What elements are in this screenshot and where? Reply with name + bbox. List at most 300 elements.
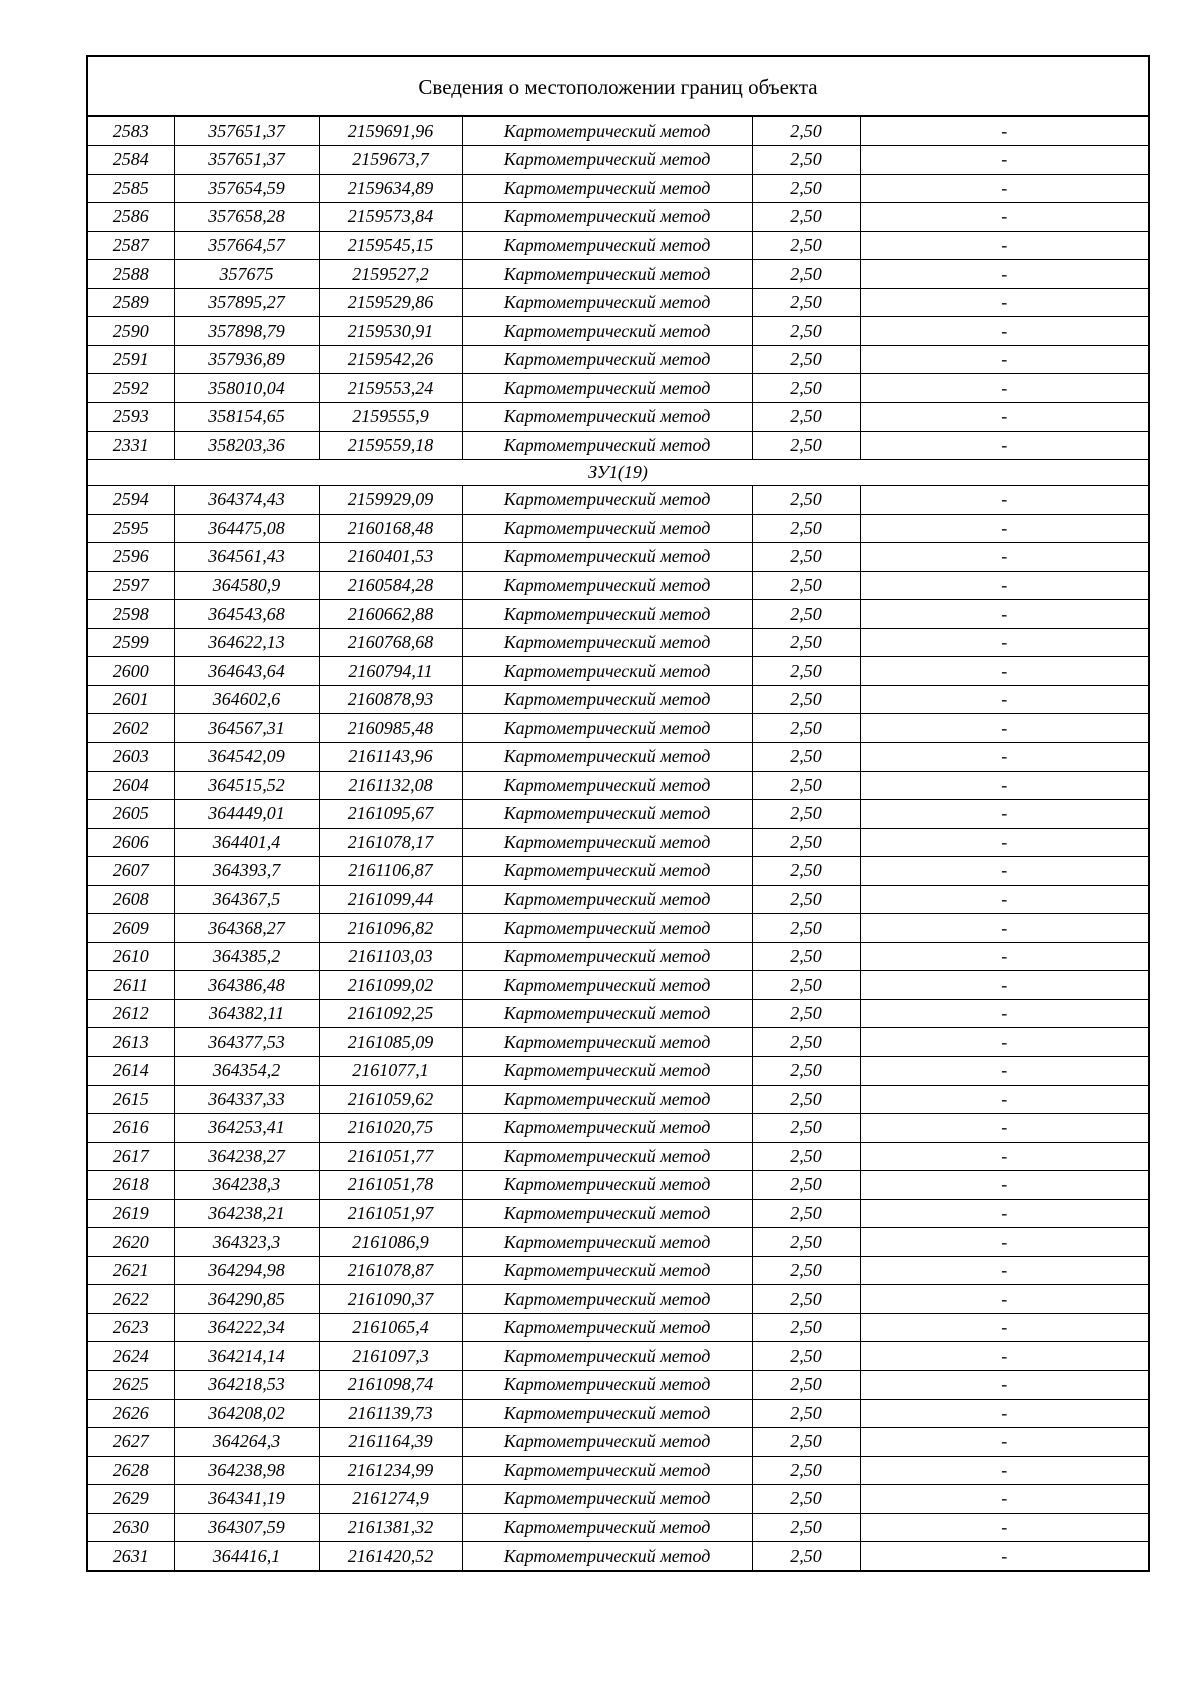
cell-coord-x: 357898,79: [174, 317, 319, 346]
cell-description: -: [860, 374, 1148, 403]
cell-point-number: 2600: [88, 657, 174, 686]
cell-description: -: [860, 1085, 1148, 1114]
cell-description: -: [860, 657, 1148, 686]
cell-accuracy: 2,50: [752, 600, 860, 629]
cell-accuracy: 2,50: [752, 288, 860, 317]
cell-coord-x: 357675: [174, 260, 319, 289]
cell-method: Картометрический метод: [462, 600, 752, 629]
cell-method: Картометрический метод: [462, 486, 752, 515]
cell-accuracy: 2,50: [752, 914, 860, 943]
cell-accuracy: 2,50: [752, 317, 860, 346]
cell-method: Картометрический метод: [462, 942, 752, 971]
table-row: [88, 174, 1148, 203]
cell-method: Картометрический метод: [462, 174, 752, 203]
cell-coord-x: 364290,85: [174, 1285, 319, 1314]
cell-point-number: 2626: [88, 1399, 174, 1428]
cell-accuracy: 2,50: [752, 657, 860, 686]
cell-point-number: 2627: [88, 1428, 174, 1457]
cell-accuracy: 2,50: [752, 345, 860, 374]
cell-description: -: [860, 146, 1148, 175]
cell-method: Картометрический метод: [462, 742, 752, 771]
cell-accuracy: 2,50: [752, 174, 860, 203]
cell-coord-y: 2160985,48: [319, 714, 462, 743]
table-row: [88, 1171, 1148, 1200]
cell-point-number: 2613: [88, 1028, 174, 1057]
cell-coord-y: 2161092,25: [319, 999, 462, 1028]
cell-point-number: 2599: [88, 628, 174, 657]
cell-accuracy: 2,50: [752, 1342, 860, 1371]
cell-accuracy: 2,50: [752, 146, 860, 175]
cell-point-number: 2630: [88, 1513, 174, 1542]
table-row: [88, 1485, 1148, 1514]
cell-accuracy: 2,50: [752, 1399, 860, 1428]
table-row: [88, 800, 1148, 829]
cell-point-number: 2614: [88, 1057, 174, 1086]
coordinates-table-body: [88, 117, 1148, 1570]
cell-coord-y: 2159573,84: [319, 203, 462, 232]
cell-coord-x: 364337,33: [174, 1085, 319, 1114]
cell-accuracy: 2,50: [752, 628, 860, 657]
cell-description: -: [860, 345, 1148, 374]
cell-point-number: 2584: [88, 146, 174, 175]
cell-point-number: 2622: [88, 1285, 174, 1314]
cell-coord-x: 358010,04: [174, 374, 319, 403]
cell-coord-y: 2161086,9: [319, 1228, 462, 1257]
table-row: [88, 1513, 1148, 1542]
cell-method: Картометрический метод: [462, 117, 752, 146]
cell-method: Картометрический метод: [462, 1285, 752, 1314]
cell-coord-y: 2161274,9: [319, 1485, 462, 1514]
cell-coord-x: 364341,19: [174, 1485, 319, 1514]
cell-coord-y: 2161095,67: [319, 800, 462, 829]
cell-method: Картометрический метод: [462, 146, 752, 175]
cell-coord-x: 364367,5: [174, 885, 319, 914]
document-title: Сведения о местоположении границ объекта: [88, 57, 1148, 117]
cell-coord-x: 364602,6: [174, 685, 319, 714]
cell-coord-y: 2161103,03: [319, 942, 462, 971]
cell-accuracy: 2,50: [752, 999, 860, 1028]
cell-coord-x: 364475,08: [174, 514, 319, 543]
cell-point-number: 2610: [88, 942, 174, 971]
cell-method: Картометрический метод: [462, 1342, 752, 1371]
cell-method: Картометрический метод: [462, 317, 752, 346]
cell-point-number: 2602: [88, 714, 174, 743]
cell-method: Картометрический метод: [462, 1485, 752, 1514]
cell-coord-y: 2161139,73: [319, 1399, 462, 1428]
cell-point-number: 2611: [88, 971, 174, 1000]
table-row: [88, 1142, 1148, 1171]
cell-description: -: [860, 971, 1148, 1000]
cell-accuracy: 2,50: [752, 1313, 860, 1342]
cell-coord-x: 364307,59: [174, 1513, 319, 1542]
cell-accuracy: 2,50: [752, 800, 860, 829]
cell-method: Картометрический метод: [462, 543, 752, 572]
cell-coord-x: 364368,27: [174, 914, 319, 943]
cell-method: Картометрический метод: [462, 345, 752, 374]
cell-coord-x: 364354,2: [174, 1057, 319, 1086]
cell-coord-y: 2160168,48: [319, 514, 462, 543]
cell-method: Картометрический метод: [462, 828, 752, 857]
cell-point-number: 2591: [88, 345, 174, 374]
cell-point-number: 2585: [88, 174, 174, 203]
cell-method: Картометрический метод: [462, 1313, 752, 1342]
cell-accuracy: 2,50: [752, 1456, 860, 1485]
cell-coord-x: 364515,52: [174, 771, 319, 800]
table-row: [88, 742, 1148, 771]
cell-point-number: 2616: [88, 1114, 174, 1143]
cell-point-number: 2598: [88, 600, 174, 629]
cell-description: -: [860, 628, 1148, 657]
cell-description: -: [860, 771, 1148, 800]
cell-description: -: [860, 1313, 1148, 1342]
table-row: [88, 1456, 1148, 1485]
cell-coord-x: 364567,31: [174, 714, 319, 743]
table-row: [88, 571, 1148, 600]
table-row: [88, 685, 1148, 714]
cell-method: Картометрический метод: [462, 288, 752, 317]
table-row: [88, 999, 1148, 1028]
cell-method: Картометрический метод: [462, 771, 752, 800]
cell-method: Картометрический метод: [462, 1456, 752, 1485]
cell-coord-y: 2161051,78: [319, 1171, 462, 1200]
cell-coord-x: 364580,9: [174, 571, 319, 600]
cell-accuracy: 2,50: [752, 1285, 860, 1314]
cell-point-number: 2597: [88, 571, 174, 600]
cell-description: -: [860, 1371, 1148, 1400]
cell-accuracy: 2,50: [752, 374, 860, 403]
cell-method: Картометрический метод: [462, 1256, 752, 1285]
cell-coord-y: 2159929,09: [319, 486, 462, 515]
cell-method: Картометрический метод: [462, 971, 752, 1000]
cell-point-number: 2596: [88, 543, 174, 572]
cell-method: Картометрический метод: [462, 1171, 752, 1200]
cell-coord-x: 357651,37: [174, 117, 319, 146]
cell-point-number: 2605: [88, 800, 174, 829]
table-row: [88, 942, 1148, 971]
cell-point-number: 2586: [88, 203, 174, 232]
cell-accuracy: 2,50: [752, 486, 860, 515]
table-row: [88, 486, 1148, 515]
table-row: [88, 714, 1148, 743]
cell-coord-y: 2161078,87: [319, 1256, 462, 1285]
cell-accuracy: 2,50: [752, 942, 860, 971]
cell-coord-x: 364323,3: [174, 1228, 319, 1257]
cell-accuracy: 2,50: [752, 1057, 860, 1086]
cell-point-number: 2612: [88, 999, 174, 1028]
cell-coord-y: 2161106,87: [319, 857, 462, 886]
cell-point-number: 2606: [88, 828, 174, 857]
cell-coord-y: 2159559,18: [319, 431, 462, 460]
cell-point-number: 2589: [88, 288, 174, 317]
cell-coord-y: 2160878,93: [319, 685, 462, 714]
table-row: [88, 914, 1148, 943]
cell-description: -: [860, 914, 1148, 943]
cell-coord-y: 2161051,77: [319, 1142, 462, 1171]
cell-coord-y: 2161381,32: [319, 1513, 462, 1542]
cell-description: -: [860, 942, 1148, 971]
cell-method: Картометрический метод: [462, 514, 752, 543]
cell-description: -: [860, 543, 1148, 572]
cell-point-number: 2608: [88, 885, 174, 914]
cell-coord-x: 364253,41: [174, 1114, 319, 1143]
cell-coord-y: 2161020,75: [319, 1114, 462, 1143]
cell-description: -: [860, 1513, 1148, 1542]
cell-point-number: 2609: [88, 914, 174, 943]
cell-coord-x: 364218,53: [174, 1371, 319, 1400]
table-row: [88, 1542, 1148, 1571]
cell-coord-x: 364222,34: [174, 1313, 319, 1342]
cell-coord-x: 357651,37: [174, 146, 319, 175]
cell-coord-x: 358154,65: [174, 402, 319, 431]
table-row: [88, 600, 1148, 629]
cell-point-number: 2587: [88, 231, 174, 260]
cell-accuracy: 2,50: [752, 1428, 860, 1457]
cell-accuracy: 2,50: [752, 1485, 860, 1514]
cell-accuracy: 2,50: [752, 1513, 860, 1542]
cell-method: Картометрический метод: [462, 885, 752, 914]
cell-point-number: 2604: [88, 771, 174, 800]
table-row: [88, 771, 1148, 800]
cell-point-number: 2631: [88, 1542, 174, 1571]
cell-point-number: 2593: [88, 402, 174, 431]
cell-accuracy: 2,50: [752, 231, 860, 260]
table-row: [88, 514, 1148, 543]
cell-description: -: [860, 402, 1148, 431]
cell-coord-y: 2161132,08: [319, 771, 462, 800]
cell-accuracy: 2,50: [752, 117, 860, 146]
cell-description: -: [860, 117, 1148, 146]
cell-method: Картометрический метод: [462, 1542, 752, 1571]
cell-coord-y: 2161143,96: [319, 742, 462, 771]
cell-coord-x: 364385,2: [174, 942, 319, 971]
cell-coord-y: 2161099,44: [319, 885, 462, 914]
cell-coord-y: 2161077,1: [319, 1057, 462, 1086]
cell-method: Картометрический метод: [462, 203, 752, 232]
cell-coord-y: 2161234,99: [319, 1456, 462, 1485]
table-row: [88, 1399, 1148, 1428]
cell-coord-y: 2161164,39: [319, 1428, 462, 1457]
cell-method: Картометрический метод: [462, 714, 752, 743]
cell-description: -: [860, 1171, 1148, 1200]
cell-coord-x: 364416,1: [174, 1542, 319, 1571]
cell-coord-y: 2161078,17: [319, 828, 462, 857]
cell-coord-y: 2161059,62: [319, 1085, 462, 1114]
table-row: [88, 288, 1148, 317]
cell-coord-x: 364622,13: [174, 628, 319, 657]
cell-coord-y: 2161051,97: [319, 1199, 462, 1228]
cell-coord-y: 2159527,2: [319, 260, 462, 289]
cell-coord-x: 364449,01: [174, 800, 319, 829]
cell-accuracy: 2,50: [752, 543, 860, 572]
table-row: [88, 885, 1148, 914]
cell-coord-x: 364386,48: [174, 971, 319, 1000]
table-row: [88, 1057, 1148, 1086]
cell-point-number: 2625: [88, 1371, 174, 1400]
cell-coord-y: 2159529,86: [319, 288, 462, 317]
cell-accuracy: 2,50: [752, 828, 860, 857]
table-row: [88, 317, 1148, 346]
cell-point-number: 2588: [88, 260, 174, 289]
cell-point-number: 2619: [88, 1199, 174, 1228]
cell-method: Картометрический метод: [462, 374, 752, 403]
cell-accuracy: 2,50: [752, 1228, 860, 1257]
cell-point-number: 2618: [88, 1171, 174, 1200]
cell-coord-x: 357654,59: [174, 174, 319, 203]
cell-accuracy: 2,50: [752, 571, 860, 600]
cell-coord-y: 2161096,82: [319, 914, 462, 943]
table-row: [88, 628, 1148, 657]
section-row: [88, 460, 1148, 486]
cell-method: Картометрический метод: [462, 1057, 752, 1086]
cell-coord-y: 2159673,7: [319, 146, 462, 175]
cell-point-number: 2621: [88, 1256, 174, 1285]
cell-coord-x: 364238,27: [174, 1142, 319, 1171]
cell-coord-x: 364382,11: [174, 999, 319, 1028]
cell-description: -: [860, 174, 1148, 203]
table-row: [88, 857, 1148, 886]
cell-description: -: [860, 431, 1148, 460]
table-row: [88, 1256, 1148, 1285]
cell-coord-x: 357658,28: [174, 203, 319, 232]
cell-coord-x: 364643,64: [174, 657, 319, 686]
cell-coord-y: 2161097,3: [319, 1342, 462, 1371]
cell-accuracy: 2,50: [752, 402, 860, 431]
cell-point-number: 2583: [88, 117, 174, 146]
table-row: [88, 203, 1148, 232]
table-row: [88, 1228, 1148, 1257]
cell-coord-x: 364377,53: [174, 1028, 319, 1057]
cell-description: -: [860, 885, 1148, 914]
cell-point-number: 2607: [88, 857, 174, 886]
table-row: [88, 146, 1148, 175]
table-row: [88, 1342, 1148, 1371]
table-row: [88, 1428, 1148, 1457]
cell-coord-x: 357936,89: [174, 345, 319, 374]
cell-method: Картометрический метод: [462, 1199, 752, 1228]
cell-accuracy: 2,50: [752, 885, 860, 914]
table-row: [88, 1085, 1148, 1114]
cell-description: -: [860, 1228, 1148, 1257]
cell-accuracy: 2,50: [752, 1256, 860, 1285]
cell-description: -: [860, 203, 1148, 232]
table-row: [88, 657, 1148, 686]
cell-point-number: 2628: [88, 1456, 174, 1485]
table-row: [88, 1199, 1148, 1228]
cell-coord-x: 364238,21: [174, 1199, 319, 1228]
cell-point-number: 2623: [88, 1313, 174, 1342]
cell-accuracy: 2,50: [752, 1171, 860, 1200]
cell-accuracy: 2,50: [752, 742, 860, 771]
cell-method: Картометрический метод: [462, 1114, 752, 1143]
cell-accuracy: 2,50: [752, 1085, 860, 1114]
cell-description: -: [860, 1285, 1148, 1314]
cell-coord-x: 364238,98: [174, 1456, 319, 1485]
table-row: [88, 431, 1148, 460]
table-row: [88, 402, 1148, 431]
cell-method: Картометрический метод: [462, 857, 752, 886]
table-row: [88, 374, 1148, 403]
cell-method: Картометрический метод: [462, 657, 752, 686]
cell-coord-x: 364561,43: [174, 543, 319, 572]
cell-accuracy: 2,50: [752, 431, 860, 460]
cell-coord-y: 2159545,15: [319, 231, 462, 260]
cell-description: -: [860, 1485, 1148, 1514]
cell-point-number: 2617: [88, 1142, 174, 1171]
cell-accuracy: 2,50: [752, 1114, 860, 1143]
cell-coord-x: 364374,43: [174, 486, 319, 515]
cell-description: -: [860, 742, 1148, 771]
cell-coord-y: 2159691,96: [319, 117, 462, 146]
cell-description: -: [860, 231, 1148, 260]
cell-description: -: [860, 1142, 1148, 1171]
cell-coord-y: 2161065,4: [319, 1313, 462, 1342]
cell-coord-y: 2161420,52: [319, 1542, 462, 1571]
cell-method: Картометрический метод: [462, 1228, 752, 1257]
cell-accuracy: 2,50: [752, 1028, 860, 1057]
cell-point-number: 2594: [88, 486, 174, 515]
cell-description: -: [860, 1057, 1148, 1086]
cell-coord-y: 2161090,37: [319, 1285, 462, 1314]
cell-coord-y: 2159634,89: [319, 174, 462, 203]
cell-description: -: [860, 486, 1148, 515]
cell-coord-y: 2161099,02: [319, 971, 462, 1000]
cell-description: -: [860, 685, 1148, 714]
table-row: [88, 260, 1148, 289]
table-row: [88, 345, 1148, 374]
cell-description: -: [860, 1114, 1148, 1143]
cell-method: Картометрический метод: [462, 260, 752, 289]
cell-coord-y: 2159530,91: [319, 317, 462, 346]
cell-coord-x: 357664,57: [174, 231, 319, 260]
cell-point-number: 2603: [88, 742, 174, 771]
table-row: [88, 971, 1148, 1000]
cell-method: Картометрический метод: [462, 1428, 752, 1457]
table-row: [88, 828, 1148, 857]
cell-description: -: [860, 288, 1148, 317]
cell-description: -: [860, 1028, 1148, 1057]
cell-coord-y: 2161098,74: [319, 1371, 462, 1400]
cell-description: -: [860, 1256, 1148, 1285]
cell-description: -: [860, 714, 1148, 743]
cell-coord-x: 364393,7: [174, 857, 319, 886]
table-row: [88, 1028, 1148, 1057]
cell-coord-x: 357895,27: [174, 288, 319, 317]
cell-description: -: [860, 514, 1148, 543]
cell-method: Картометрический метод: [462, 1371, 752, 1400]
table-row: [88, 1114, 1148, 1143]
cell-description: -: [1001, 1545, 1008, 1566]
cell-point-number: 2601: [88, 685, 174, 714]
cell-description: -: [860, 800, 1148, 829]
cell-coord-x: 364401,4: [174, 828, 319, 857]
cell-description: -: [860, 571, 1148, 600]
cell-point-number: 2331: [88, 431, 174, 460]
cell-method: Картометрический метод: [462, 628, 752, 657]
cell-coord-x: 364264,3: [174, 1428, 319, 1457]
cell-coord-y: 2159553,24: [319, 374, 462, 403]
cell-method: Картометрический метод: [462, 431, 752, 460]
cell-coord-y: 2160768,68: [319, 628, 462, 657]
table-row: [88, 1313, 1148, 1342]
cell-accuracy: 2,50: [752, 260, 860, 289]
table-row: [88, 117, 1148, 146]
cell-coord-x: 364542,09: [174, 742, 319, 771]
cell-description: -: [860, 828, 1148, 857]
cell-method: Картометрический метод: [462, 1085, 752, 1114]
cell-description: -: [860, 999, 1148, 1028]
cell-accuracy: 2,50: [752, 1542, 860, 1571]
cell-accuracy: 2,50: [752, 514, 860, 543]
